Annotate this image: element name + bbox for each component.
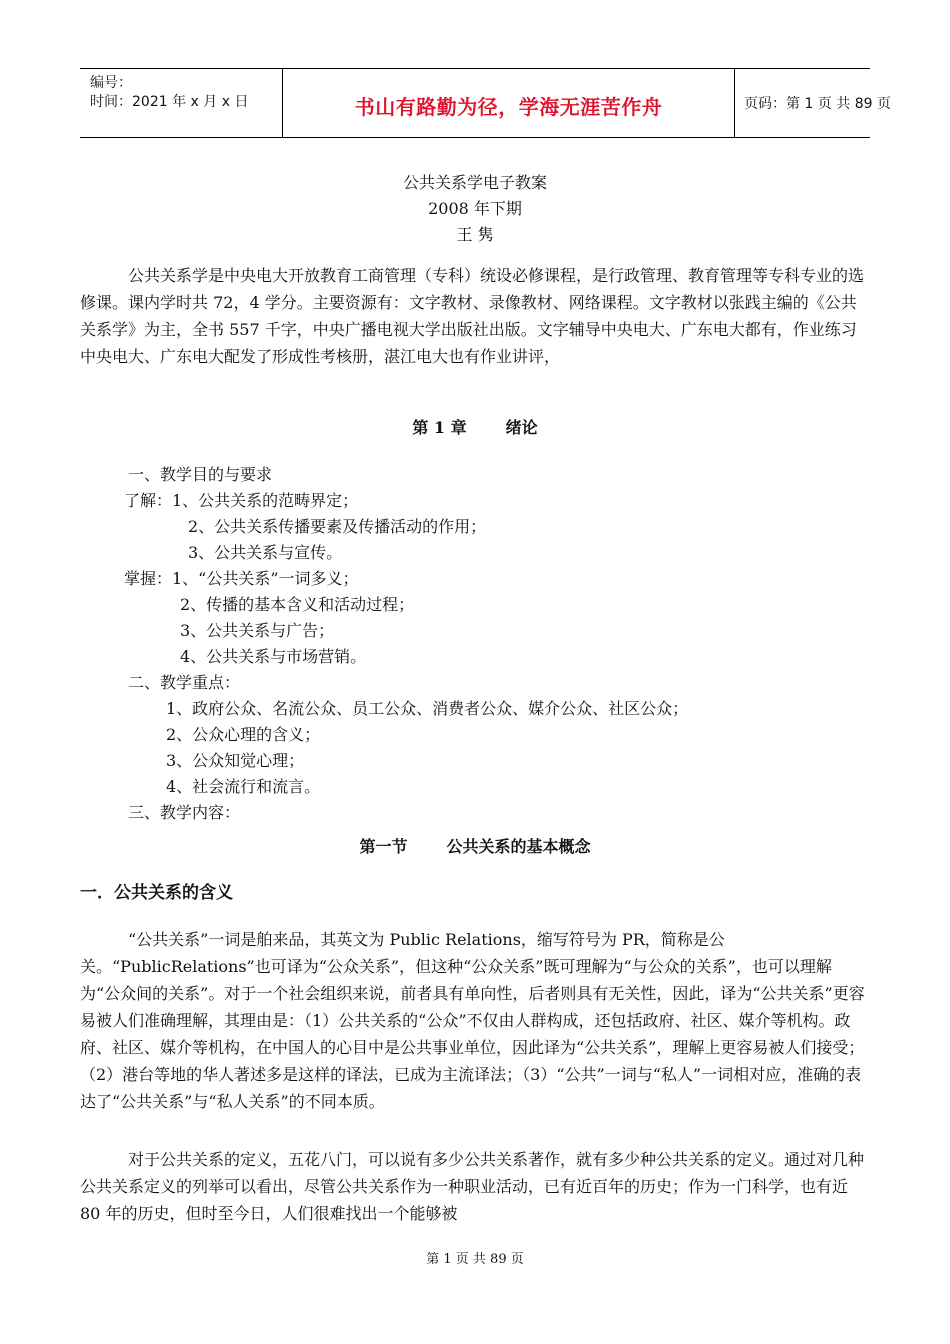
header-left-cell bbox=[80, 69, 280, 137]
section-heading: 第一节 公共关系的基本概念 bbox=[359, 837, 591, 856]
outline-line: 3、公共关系与宣传。 bbox=[188, 543, 343, 562]
outline-line: 3、公众知觉心理； bbox=[166, 751, 305, 770]
outline-line: 3、公共关系与广告； bbox=[180, 621, 335, 640]
body-paragraph: “公共关系”一词是舶来品，其英文为 Public Relations，缩写符号为 PR，简称是公关。“PublicRelations”也可译为“公众关系”，但这种“公众关系”既可理解为“与公众的关系”，也可以理解为“公众间的关系”。对于一个社会组织来说，前者具有单向性，后者则具有无关性，因此，译为“公共关系”更容易被人们准确理解，其理由是：（1）公共关系的“公众”不仅由人群构成，还包括政府、社区、媒介等机构。政府、社区、媒介等机构，在中国人的心目中是公共事业单位，因此译为“公共关系”，理解上更容易被人们接受；（2）港台等地的华人著述多是这样的译法，已成为主流译法；（3）“公共”一词与“私人”一词相对应，准确的表达了“公共关系”与“私人关系”的不同本质。 bbox=[80, 930, 865, 1111]
intro-paragraph: 公共关系学是中央电大开放教育工商管理（专科）统设必修课程，是行政管理、教育管理等专科专业的选修课。课内学时共 72，4 学分。主要资源有：文字教材、录像教材、网络课程。文字教材以张践主编的《公共关系学》为主，全书 557 千字，中央广播电视大学出版社出版。文字辅导中央电大、广东电大都有，作业练习中央电大、广东电大配发了形成性考核册，湛江电大也有作业讲评， bbox=[80, 266, 865, 366]
outline-line: 2、公共关系传播要素及传播活动的作用； bbox=[188, 517, 487, 536]
outline-line: 了解：1、公共关系的范畴界定； bbox=[124, 491, 359, 510]
outline-line: 4、公共关系与市场营销。 bbox=[180, 647, 367, 666]
document-term: 2008 年下期 bbox=[428, 199, 522, 218]
outline-line: 一、教学目的与要求 bbox=[128, 465, 273, 484]
page-footer: 第 1 页 共 89 页 bbox=[426, 1252, 524, 1267]
page-header-table bbox=[80, 68, 891, 138]
document-code-label: 编号： bbox=[90, 75, 132, 91]
outline-line: 2、传播的基本含义和活动过程； bbox=[180, 595, 415, 614]
header-page-cell bbox=[736, 69, 891, 137]
document-author: 王 隽 bbox=[456, 225, 494, 244]
subsection-heading: 一．公共关系的含义 bbox=[80, 883, 233, 903]
chapter-heading: 第 1 章 绪论 bbox=[412, 418, 538, 437]
outline-line: 掌握：1、“公共关系”一词多义； bbox=[124, 569, 359, 588]
outline-line: 4、社会流行和流言。 bbox=[166, 777, 321, 796]
document-time-label: 时间：2021 年 x 月 x 日 bbox=[90, 94, 249, 110]
document-title: 公共关系学电子教案 bbox=[402, 173, 547, 192]
outline-line: 二、教学重点： bbox=[128, 673, 241, 692]
header-motto-cell bbox=[282, 69, 735, 137]
header-page-number: 页码：第 1 页 共 89 页 bbox=[744, 96, 891, 112]
outline-line: 2、公众心理的含义； bbox=[166, 725, 321, 744]
body-paragraph: 对于公共关系的定义，五花八门，可以说有多少公共关系著作，就有多少种公共关系的定义。通过对几种公共关系定义的列举可以看出，尽管公共关系作为一种职业活动，已有近百年的历史；作为一门科学，也有近 80 年的历史，但时至今日，人们很难找出一个能够被 bbox=[80, 1150, 865, 1223]
outline-line: 三、教学内容： bbox=[128, 803, 241, 822]
header-motto: 书山有路勤为径，学海无涯苦作舟 bbox=[354, 95, 663, 119]
outline-line: 1、政府公众、名流公众、员工公众、消费者公众、媒介公众、社区公众； bbox=[166, 699, 689, 718]
